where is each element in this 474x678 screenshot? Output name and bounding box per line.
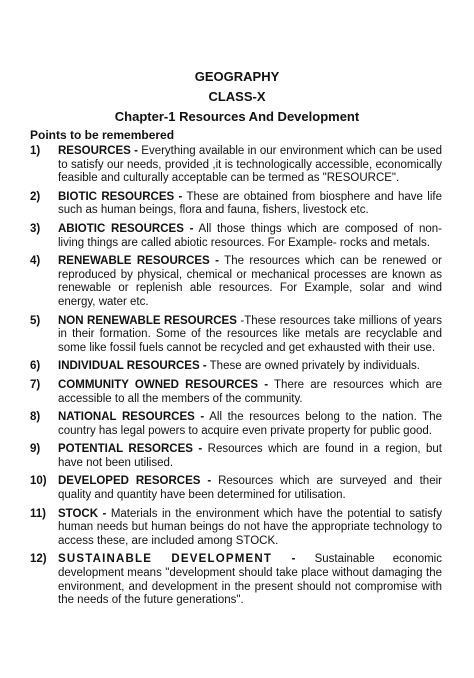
list-item bbox=[30, 475, 442, 502]
item-body bbox=[58, 508, 442, 549]
item-text: Resources which are found in a region, but have not been utilised. bbox=[58, 443, 443, 469]
item-number: 3) bbox=[30, 222, 41, 235]
item-term: SUSTAINABLE DEVELOPMENT - bbox=[58, 553, 297, 566]
item-body bbox=[58, 145, 442, 186]
list-item bbox=[30, 360, 442, 374]
item-term: POTENTIAL RESORCES - bbox=[58, 443, 203, 456]
list-item bbox=[30, 379, 442, 406]
item-number: 10) bbox=[30, 475, 47, 488]
item-body bbox=[58, 443, 442, 470]
item-number: 8) bbox=[30, 411, 41, 424]
item-body bbox=[58, 360, 442, 374]
item-term: RESOURCES - bbox=[58, 145, 138, 157]
item-body bbox=[58, 411, 442, 438]
item-number: 5) bbox=[30, 314, 41, 327]
item-text: All the resources belong to the nation. The country has legal powers to acquire even private property for public good. bbox=[58, 411, 442, 437]
item-number: 11) bbox=[30, 507, 46, 520]
item-term: DEVELOPED RESORCES - bbox=[58, 475, 212, 488]
item-body bbox=[58, 379, 442, 406]
item-number: 12) bbox=[30, 553, 47, 566]
class-heading: CLASS-X bbox=[208, 89, 266, 104]
item-term: NATIONAL RESOURCES - bbox=[58, 411, 205, 424]
item-text: Materials in the environment which have the potential to satisfy human needs but human beings do not have the appropriate technology to access these, are included among STOCK. bbox=[58, 507, 442, 547]
item-term: COMMUNITY OWNED RESOURCES - bbox=[58, 378, 269, 391]
side-watermark bbox=[455, 555, 469, 675]
item-text: Everything available in our environment which can be used to satisfy our needs, provided ,it is technologically accessible, economically feasible and culturally acceptable can be termed as "RESOURCE". bbox=[58, 145, 442, 185]
item-body bbox=[58, 255, 442, 309]
item-number: 1) bbox=[30, 145, 41, 157]
item-body bbox=[58, 191, 442, 218]
item-term: STOCK - bbox=[58, 507, 107, 520]
item-text: -These resources take millions of years in their formation. Some of the resources like metals are recyclable and some like fossil fuels cannot be recycled and get exhausted with their use. bbox=[58, 314, 442, 354]
item-number: 9) bbox=[30, 443, 41, 456]
item-number: 4) bbox=[30, 255, 41, 268]
list-item bbox=[30, 411, 442, 438]
points-title: Points to be remembered bbox=[30, 128, 175, 142]
item-text: Resources which are surveyed and their quality and quantity have been determined for utilisation. bbox=[58, 475, 442, 502]
list-item bbox=[30, 553, 442, 607]
item-text: These are obtained from biosphere and have life such as human beings, flora and fauna, fishers, livestock etc. bbox=[58, 190, 442, 217]
item-term: ABIOTIC RESOURCES - bbox=[58, 222, 194, 235]
chapter-heading: Chapter-1 Resources And Development bbox=[114, 109, 360, 124]
item-text: These are owned privately by individuals. bbox=[206, 360, 420, 373]
item-body bbox=[58, 315, 442, 356]
item-body bbox=[58, 223, 442, 250]
item-text: Sustainable economic development means "development should take place without damaging the environment, and development in the present should not compromise with the needs of the future generations". bbox=[58, 553, 442, 607]
list-item bbox=[30, 145, 442, 186]
item-text: There are resources which are accessible to all the members of the community. bbox=[58, 378, 442, 405]
item-number: 7) bbox=[30, 378, 41, 391]
item-body bbox=[58, 553, 442, 607]
list-item bbox=[30, 191, 442, 218]
item-term: NON RENEWABLE RESOURCES bbox=[58, 314, 237, 327]
list-item bbox=[30, 255, 442, 309]
item-body bbox=[58, 475, 442, 502]
list-item bbox=[30, 443, 442, 470]
item-number: 2) bbox=[30, 190, 41, 203]
item-text: The resources which can be renewed or reproduced by physical, chemical or mechanical processes are known as renewable or replenish able resources. For Example, solar and wind energy, water etc. bbox=[58, 255, 442, 308]
list-item bbox=[30, 223, 442, 250]
subject-heading: GEOGRAPHY bbox=[194, 69, 280, 84]
item-term: INDIVIDUAL RESOURCES - bbox=[58, 360, 207, 373]
item-term: BIOTIC RESOURCES - bbox=[58, 190, 183, 203]
item-text: All those things which are composed of non-living things are called abiotic resources. For Example- rocks and metals. bbox=[58, 222, 443, 249]
list-item bbox=[30, 508, 442, 549]
item-number: 6) bbox=[30, 360, 41, 373]
points-list bbox=[30, 145, 442, 613]
list-item bbox=[30, 315, 442, 356]
item-term: RENEWABLE RESOURCES - bbox=[58, 255, 219, 268]
